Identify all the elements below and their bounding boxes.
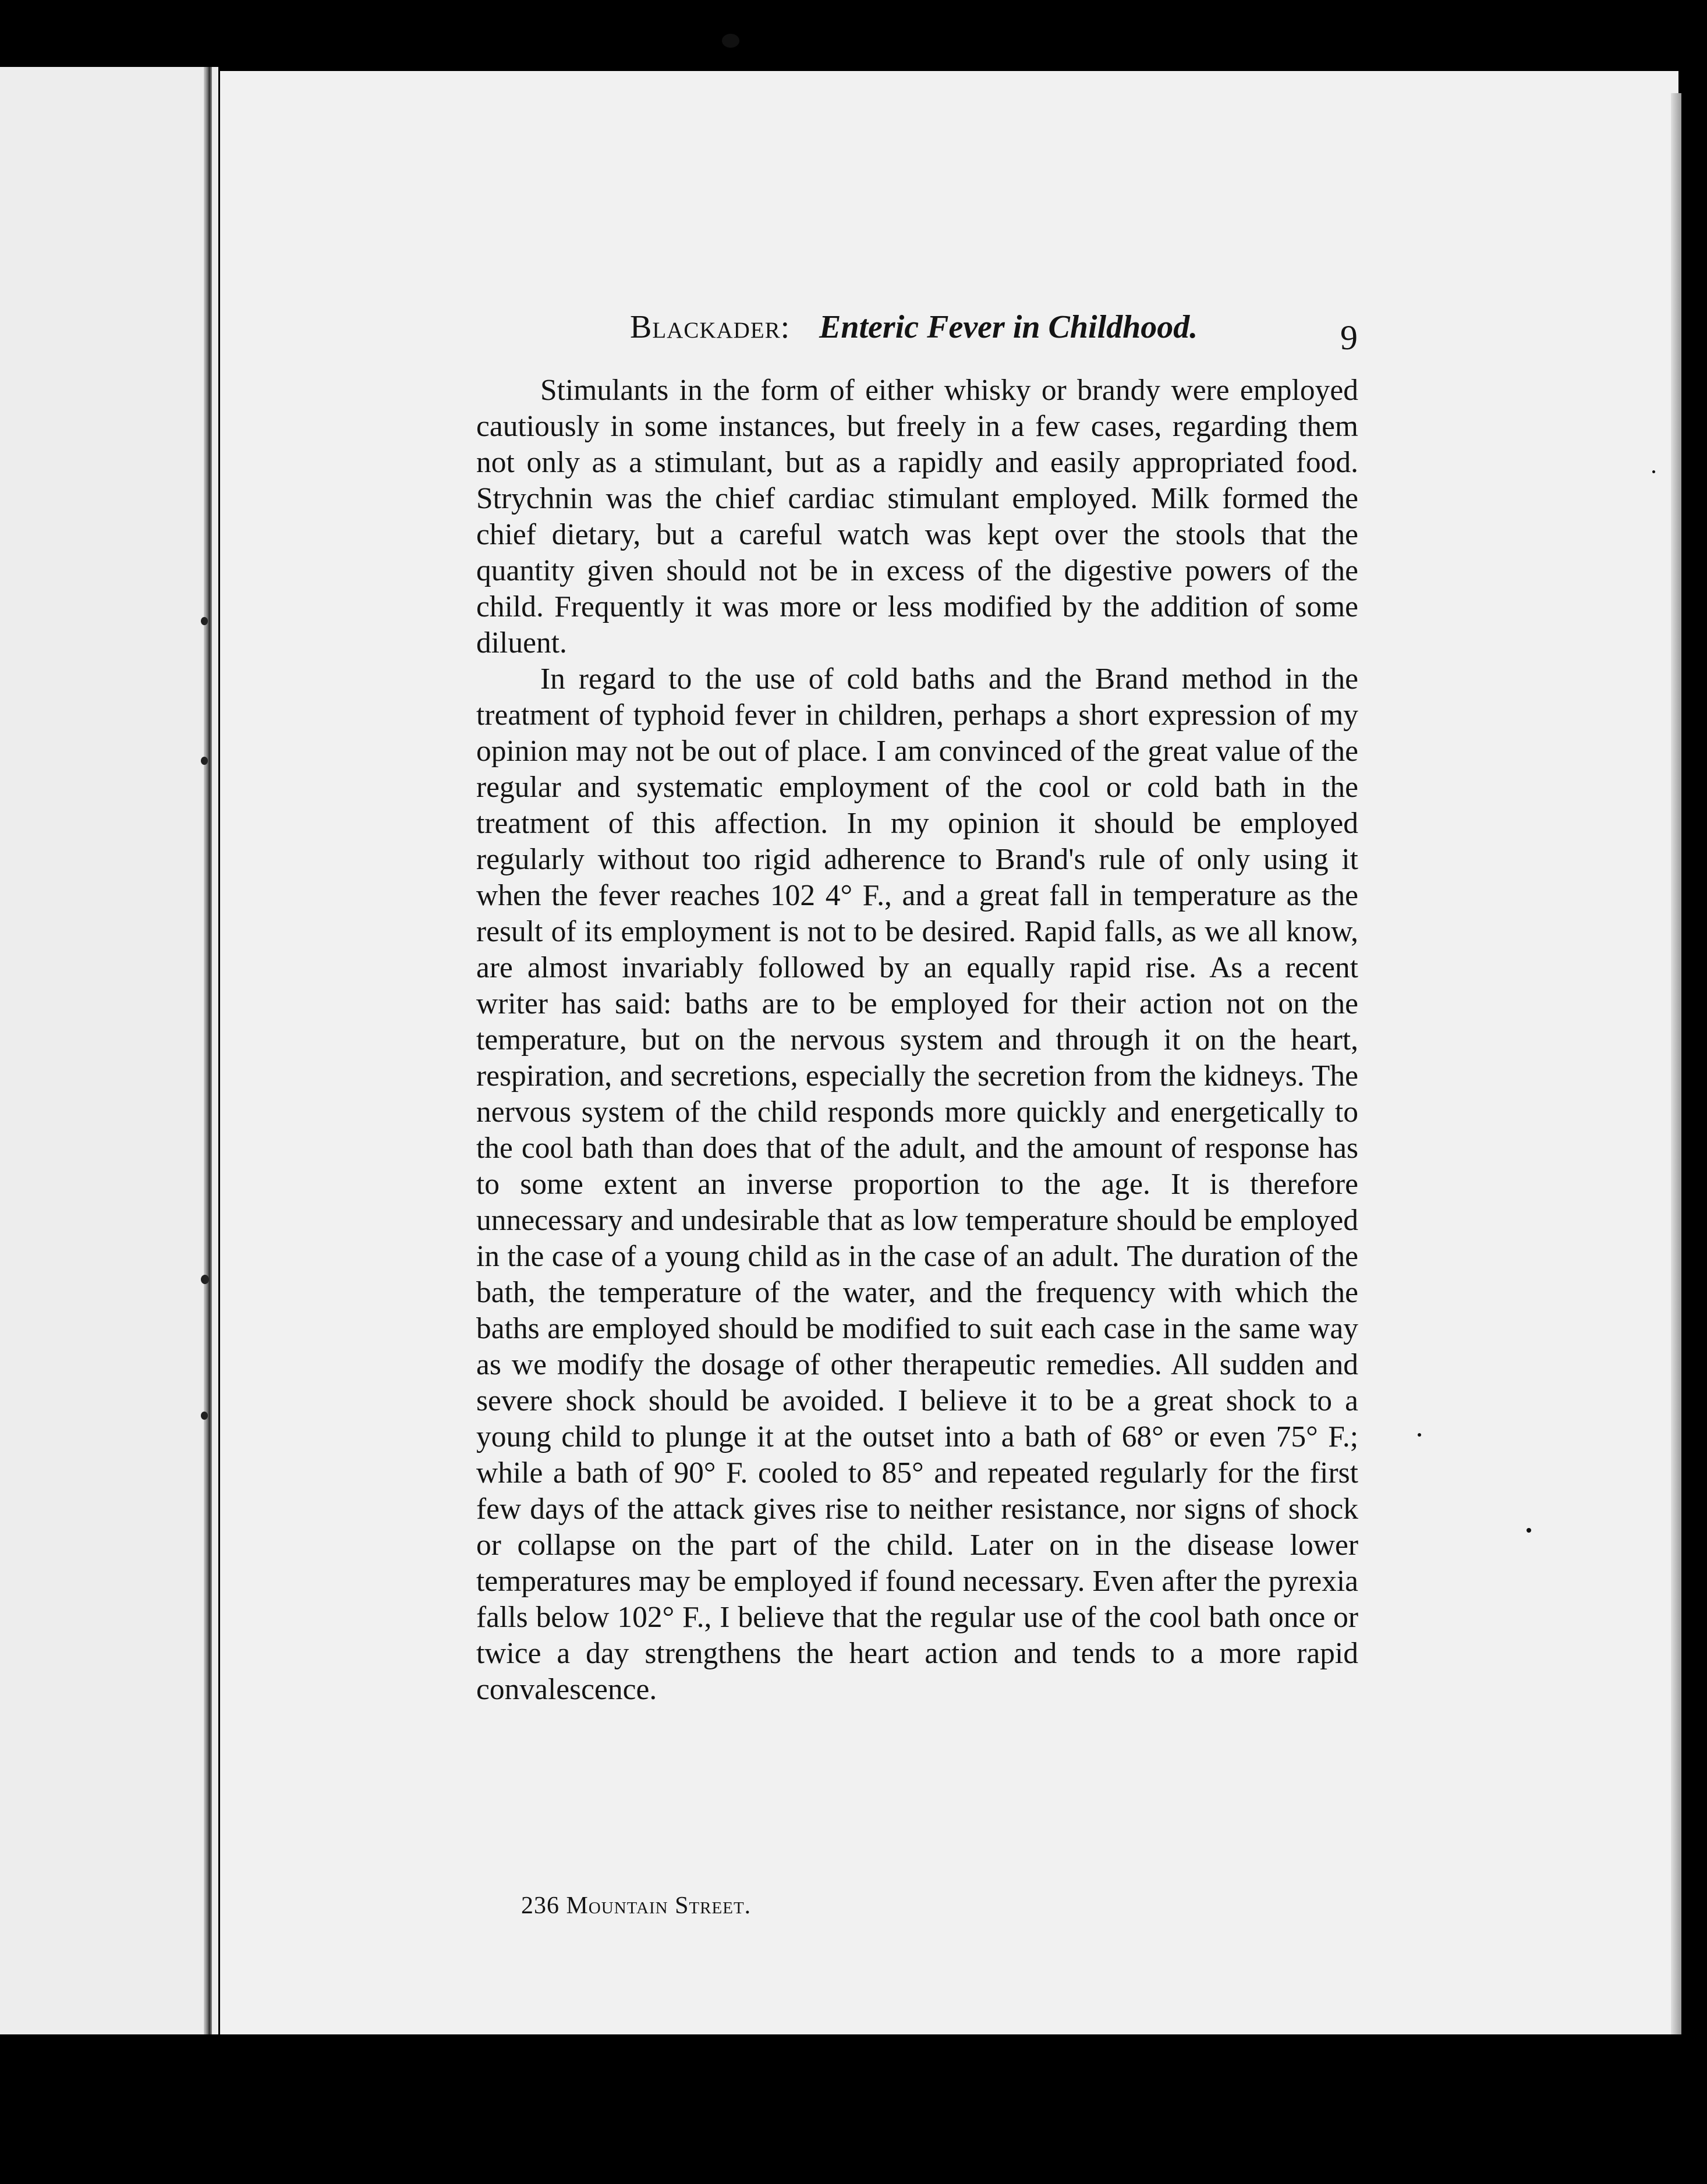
scan-speck [722, 34, 739, 48]
paragraph-stimulants: Stimulants in the form of either whisky or brandy were employed cautiously in some instances, but freely in a few cases, regarding them not only as a stimulant, but as a rapidly and easily appropriated food. Strychnin was the chief cardiac stimulant employed. Milk formed the chief dietary, but a careful watch was kept over the stools that the quantity given should not be in excess of the digestive powers of the child. Frequently it was more or less modified by the addition of some diluent. [476, 374, 1358, 660]
running-author: Blackader: [630, 309, 791, 345]
page-edge-shadow [1671, 93, 1681, 2034]
paragraph-cold-baths: In regard to the use of cold baths and the Brand method in the treatment of typhoid fever in children, perhaps a short expression of my opinion may not be out of place. I am convinced of the great value of the regular and systematic employment of the cool or cold bath in the treatment of this affection. In my opinion it should be employed regularly without too rigid adherence to Brand's rule of only using it when the fever reaches 102 4° F., and a great fall in temperature as the result of its employment is not to be desired. Rapid falls, as we all know, are almost invariably followed by an equally rapid rise. As a recent writer has said: baths are to be employed for their action not on the temperature, but on the nervous system and through it on the heart, respiration, and secretions, especially the secretion from the kidneys. The nervous system of the child responds more quickly and energetically to the cool bath than does that of the adult, and the amount of response has to some extent an inverse proportion to the age. It is therefore unnecessary and undesirable that as low temperature should be employed in the case of a young child as in the case of an adult. The duration of the bath, the temperature of the water, and the frequency with which the baths are employed should be modified to suit each case in the same way as we modify the dosage of other therapeutic remedies. All sudden and severe shock should be avoided. I believe it to be a great shock to a young child to plunge it at the outset into a bath of 68° or even 75° F.; while a bath of 90° F. cooled to 85° and repeated regularly for the first few days of the attack gives rise to neither resistance, nor signs of shock or collapse on the part of the child. Later on in the disease lower temperatures may be employed if found necessary. Even after the pyrexia falls below 102° F., I believe that the regular use of the cool bath once or twice a day strengthens the heart action and tends to a more rapid convalescence. [476, 662, 1358, 1706]
margin-mark [201, 757, 208, 765]
author-address: 236 Mountain Street. [521, 1892, 752, 1919]
page-number: 9 [1340, 318, 1358, 357]
scan-speck [1652, 470, 1655, 473]
running-header [630, 303, 1378, 361]
scan-speck [1418, 1433, 1421, 1437]
article-body [476, 373, 1358, 1708]
book-spine-gutter [204, 67, 212, 2034]
margin-mark [201, 1412, 208, 1420]
margin-mark [201, 617, 208, 625]
margin-mark [201, 1275, 209, 1284]
scan-speck [1527, 1528, 1531, 1533]
left-page-edge [0, 67, 218, 2034]
running-title: Enteric Fever in Childhood. [819, 309, 1198, 345]
